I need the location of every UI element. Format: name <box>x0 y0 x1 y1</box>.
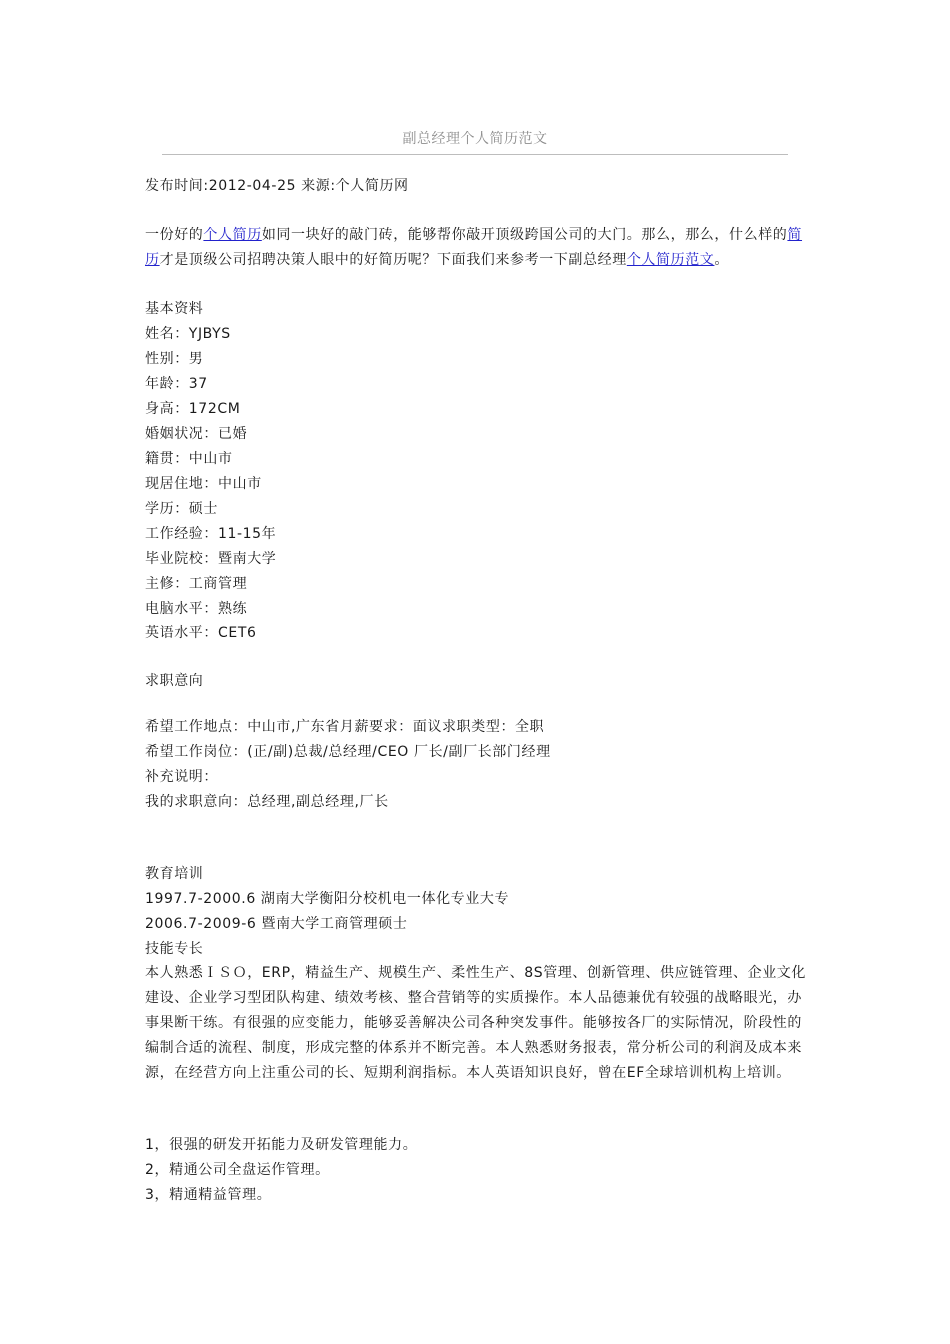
basic-info-heading: 基本资料 <box>145 301 204 317</box>
intro-text-4: 。 <box>714 252 730 268</box>
info-name: 姓名：YJBYS <box>145 326 231 342</box>
job-intent-heading: 求职意向 <box>145 673 204 689</box>
skills-heading: 技能专长 <box>145 941 204 957</box>
education-heading: 教育培训 <box>145 866 204 882</box>
info-height: 身高：172CM <box>145 401 241 417</box>
resume-sample-link[interactable]: 个人简历范文 <box>626 252 715 268</box>
info-marital: 婚姻状况：已婚 <box>145 426 248 442</box>
skill-list-item: 1，很强的研发开拓能力及研发管理能力。 <box>145 1137 418 1153</box>
publish-meta: 发布时间:2012-04-25 来源:个人简历网 <box>145 178 409 194</box>
intent-position: 希望工作岗位：(正/副)总裁/总经理/CEO 厂长/副厂长部门经理 <box>145 744 551 760</box>
info-school: 毕业院校：暨南大学 <box>145 551 277 567</box>
resume-link[interactable]: 个人简历 <box>203 227 262 243</box>
info-age: 年龄：37 <box>145 376 208 392</box>
skill-list-item: 3，精通精益管理。 <box>145 1187 272 1203</box>
info-hometown: 籍贯：中山市 <box>145 451 233 467</box>
intent-location: 希望工作地点：中山市,广东省月薪要求：面议求职类型：全职 <box>145 719 545 735</box>
education-item: 1997.7-2000.6 湖南大学衡阳分校机电一体化专业大专 <box>145 891 510 907</box>
intent-target: 我的求职意向：总经理,副总经理,厂长 <box>145 794 389 810</box>
jianli-link[interactable]: 简历 <box>145 227 803 268</box>
intent-notes: 补充说明： <box>145 769 218 785</box>
info-experience: 工作经验：11-15年 <box>145 526 277 542</box>
education-item: 2006.7-2009-6 暨南大学工商管理硕士 <box>145 916 408 932</box>
info-major: 主修：工商管理 <box>145 576 248 592</box>
info-english: 英语水平：CET6 <box>145 625 257 641</box>
skills-paragraph: 本人熟悉ＩＳＯ，ERP，精益生产、规模生产、柔性生产、8S管理、创新管理、供应链管理、企业文化建设、企业学习型团队构建、绩效考核、整合营销等的实质操作。本人品德兼优有较强的战略眼光，办事果断干练。有很强的应变能力，能够妥善解决公司各种突发事件。能够按各厂的实际情况，阶段性的编制合适的流程、制度，形成完整的体系并不断完善。本人熟悉财务报表，常分析公司的利润及成本来源，在经营方向上注重公司的长、短期利润指标。本人英语知识良好，曾在EF全球培训机构上培训。 <box>145 965 807 1081</box>
info-residence: 现居住地：中山市 <box>145 476 262 492</box>
intro-text-1: 一份好的 <box>145 227 204 243</box>
skill-list-item: 2，精通公司全盘运作管理。 <box>145 1162 330 1178</box>
info-gender: 性别：男 <box>145 351 204 367</box>
info-computer: 电脑水平：熟练 <box>145 601 248 617</box>
intro-paragraph <box>145 223 807 273</box>
info-degree: 学历：硕士 <box>145 501 218 517</box>
intro-text-3: 才是顶级公司招聘决策人眼中的好简历呢？下面我们来参考一下副总经理 <box>159 252 627 268</box>
document-title: 副总经理个人简历范文 <box>402 131 548 147</box>
intro-text-2: 如同一块好的敲门砖，能够帮你敲开顶级跨国公司的大门。那么，那么，什么样的 <box>261 227 788 243</box>
title-divider <box>162 154 788 155</box>
